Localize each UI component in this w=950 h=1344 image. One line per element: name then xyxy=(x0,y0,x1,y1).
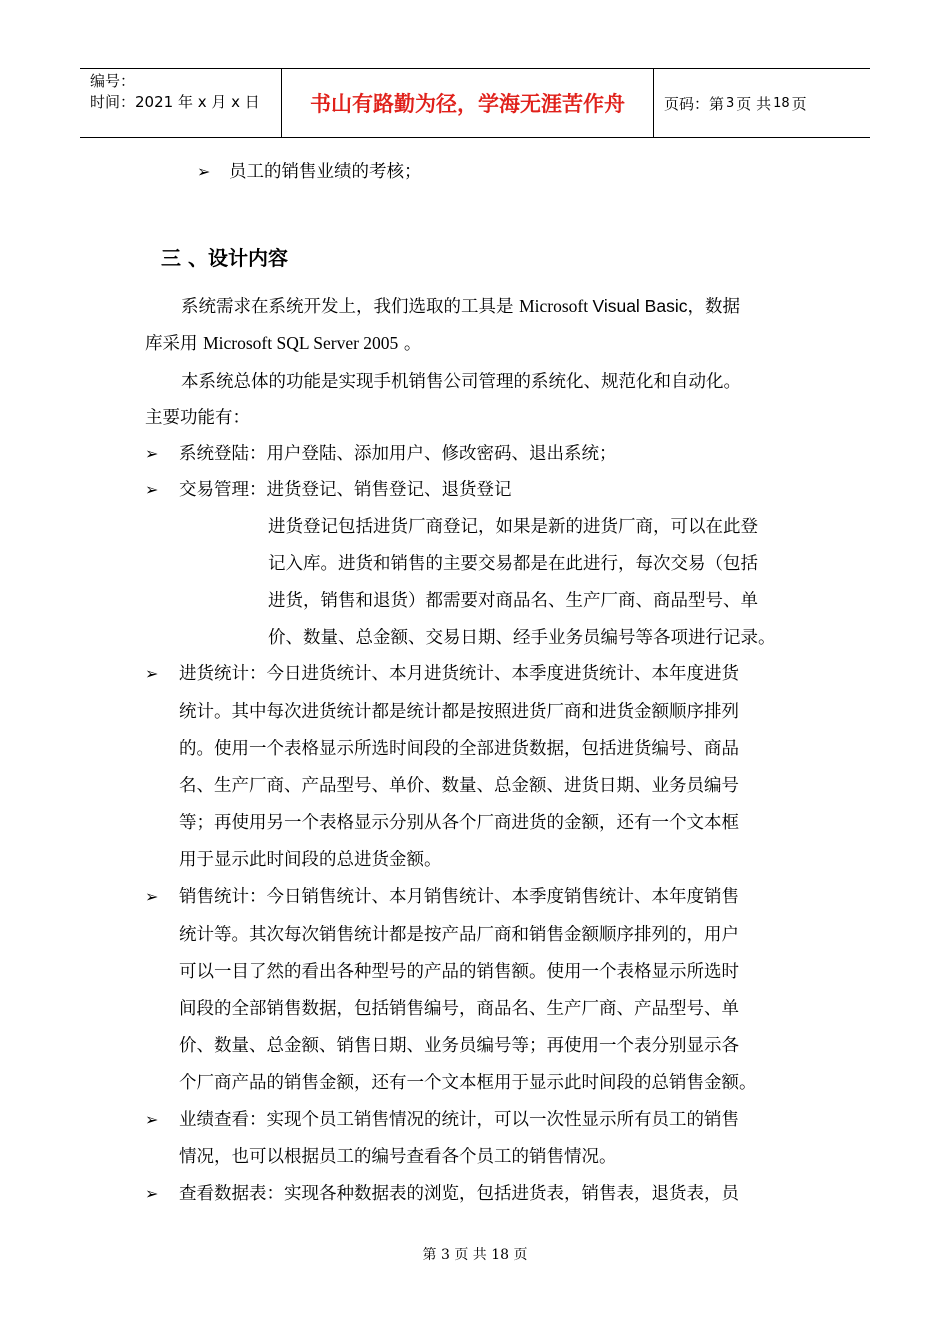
page-header xyxy=(80,68,870,138)
item-trade-sub-line: 记入库。进货和销售的主要交易都是在此进行，每次交易（包括 xyxy=(268,554,758,574)
item-sales-stats-line: 销售统计：今日销售统计、本月销售统计、本季度销售统计、本年度销售 xyxy=(179,887,739,907)
item-trade-sub-line: 进货，销售和退货）都需要对商品名、生产厂商、商品型号、单 xyxy=(268,591,758,611)
bullet-icon: ➢ xyxy=(145,1110,159,1129)
bullet-icon: ➢ xyxy=(145,444,159,463)
item-sales-stats-line: 间段的全部销售数据，包括销售编号，商品名、生产厂商、产品型号、单 xyxy=(179,999,739,1019)
item-purchase-stats-line: 用于显示此时间段的总进货金额。 xyxy=(179,850,442,870)
header-page-mid: 页 共 xyxy=(736,94,772,113)
item-login: 系统登陆：用户登陆、添加用户、修改密码、退出系统； xyxy=(179,444,617,464)
bullet-icon: ➢ xyxy=(145,887,159,906)
item-purchase-stats-line: 的。使用一个表格显示所选时间段的全部进货数据，包括进货编号、商品 xyxy=(179,739,739,759)
p1-microsoft: Microsoft xyxy=(519,296,593,316)
footer-current: 3 xyxy=(440,1247,450,1263)
p1-visual-basic: Visual Basic xyxy=(592,296,688,316)
item-purchase-stats-line: 名、生产厂商、产品型号、单价、数量、总金额、进货日期、业务员编号 xyxy=(179,776,739,796)
footer-total: 18 xyxy=(491,1247,510,1263)
p1-text-b: ，数据 xyxy=(687,297,740,317)
section-heading: 三 、设计内容 xyxy=(161,246,288,270)
p2-text-a: 库采用 xyxy=(145,334,204,354)
bullet-icon: ➢ xyxy=(145,480,159,499)
bullet-icon: ➢ xyxy=(145,1184,159,1203)
header-meta xyxy=(80,69,282,137)
bullet-icon: ➢ xyxy=(145,664,159,683)
bullet-icon: ➢ xyxy=(197,162,211,181)
item-trade-sub-line: 价、数量、总金额、交易日期、经手业务员编号等各项进行记录。 xyxy=(268,628,776,648)
header-motto: 书山有路勤为径，学海无涯苦作舟 xyxy=(282,69,654,137)
paragraph-overview: 本系统总体的功能是实现手机销售公司管理的系统化、规范化和自动化。 xyxy=(181,372,741,392)
p2-sql-server: Microsoft SQL Server 2005 xyxy=(203,333,399,353)
header-page-prefix: 页码：第 xyxy=(664,94,725,113)
item-sales-stats-line: 可以一目了然的看出各种型号的产品的销售额。使用一个表格显示所选时 xyxy=(179,962,739,982)
footer-mid: 页 共 xyxy=(454,1247,487,1263)
top-item-text: 员工的销售业绩的考核； xyxy=(229,162,422,182)
footer-prefix: 第 xyxy=(422,1247,437,1263)
item-view-tables: 查看数据表：实现各种数据表的浏览，包括进货表，销售表，退货表，员 xyxy=(179,1184,739,1204)
page-footer xyxy=(0,1244,950,1264)
header-page-info xyxy=(654,69,870,137)
header-page-total: 18 xyxy=(773,95,790,111)
paragraph-main-functions: 主要功能有： xyxy=(145,408,250,428)
p1-text-a: 系统需求在系统开发上，我们选取的工具是 xyxy=(181,297,520,317)
item-sales-stats-line: 统计等。其次每次销售统计都是按产品厂商和销售金额顺序排列的，用户 xyxy=(179,925,739,945)
item-purchase-stats-line: 等；再使用另一个表格显示分别从各个厂商进货的金额，还有一个文本框 xyxy=(179,813,739,833)
item-performance-line: 业绩查看：实现个员工销售情况的统计，可以一次性显示所有员工的销售 xyxy=(179,1110,739,1130)
header-page-suffix: 页 xyxy=(791,94,807,113)
p2-text-b: 。 xyxy=(398,334,422,354)
item-trade-sub-line: 进货登记包括进货厂商登记，如果是新的进货厂商，可以在此登 xyxy=(268,517,758,537)
item-trade-mgmt: 交易管理：进货登记、销售登记、退货登记 xyxy=(179,480,512,500)
header-page-current: 3 xyxy=(726,95,735,111)
item-sales-stats-line: 个厂商产品的销售金额，还有一个文本框用于显示此时间段的总销售金额。 xyxy=(179,1073,757,1093)
item-sales-stats-line: 价、数量、总金额、销售日期、业务员编号等；再使用一个表分别显示各 xyxy=(179,1036,739,1056)
paragraph-tools-line1 xyxy=(181,294,740,319)
header-code-label: 编号： xyxy=(90,72,136,90)
header-time-label: 时间：2021 年 x 月 x 日 xyxy=(90,93,260,111)
item-purchase-stats-line: 统计。其中每次进货统计都是统计都是按照进货厂商和进货金额顺序排列 xyxy=(179,702,739,722)
item-purchase-stats-line: 进货统计：今日进货统计、本月进货统计、本季度进货统计、本年度进货 xyxy=(179,664,739,684)
item-performance-line: 情况，也可以根据员工的编号查看各个员工的销售情况。 xyxy=(179,1147,617,1167)
paragraph-tools-line2 xyxy=(145,331,421,356)
footer-suffix: 页 xyxy=(513,1247,528,1263)
